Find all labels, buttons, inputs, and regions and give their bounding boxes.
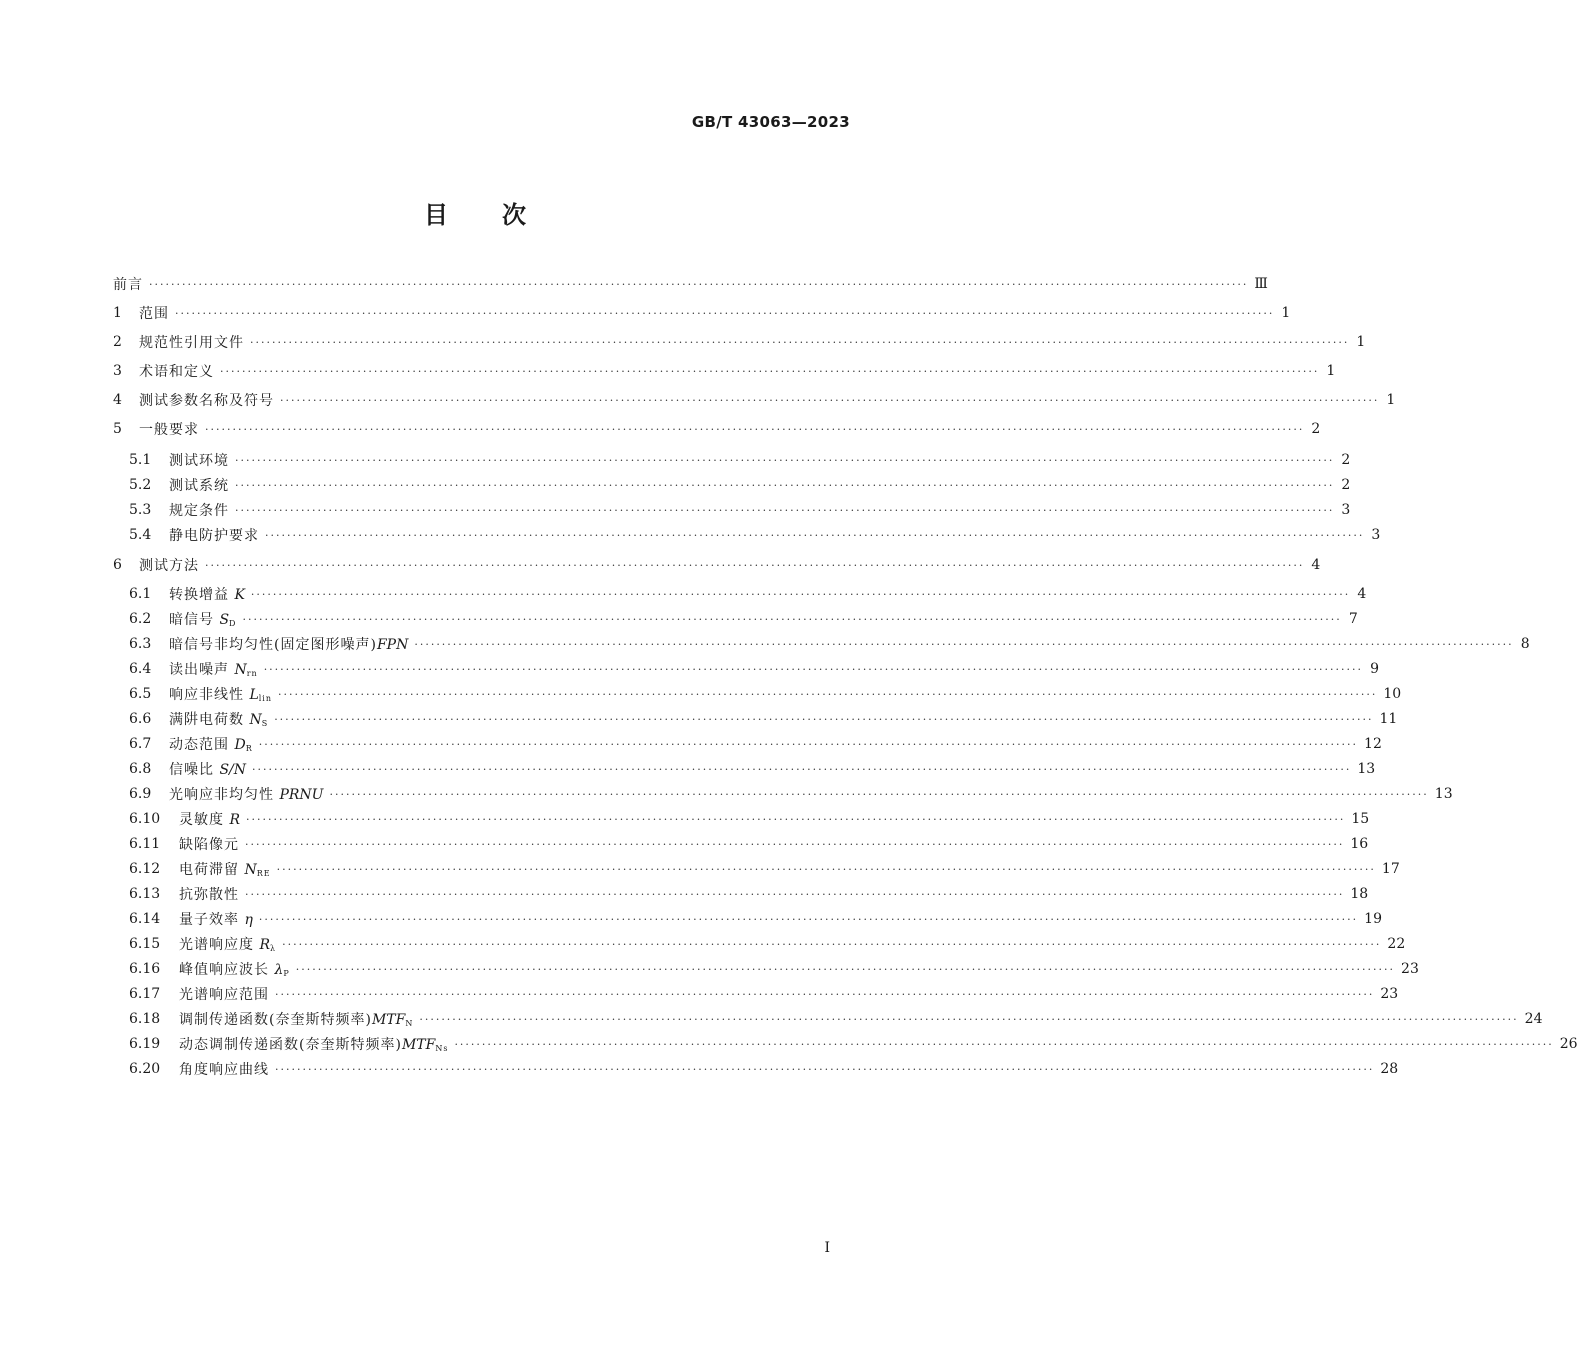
toc-entry-number: 6.18 bbox=[129, 1011, 161, 1027]
toc-entry-subscript: RE bbox=[256, 869, 271, 878]
toc-entry-number: 6.6 bbox=[129, 711, 152, 727]
toc-entry[interactable] bbox=[113, 932, 1406, 956]
toc-entry[interactable] bbox=[113, 907, 1382, 931]
toc-entry-number: 6.20 bbox=[129, 1061, 161, 1077]
toc-entry[interactable] bbox=[113, 553, 1321, 577]
toc-dot-leader: ········································································································································································································ bbox=[278, 687, 1378, 701]
toc-entry-label bbox=[169, 525, 259, 545]
toc-entry-text: 范围 bbox=[139, 306, 169, 322]
toc-entry[interactable] bbox=[113, 607, 1358, 631]
toc-entry-text: 动态调制传递函数(奈奎斯特频率) bbox=[179, 1037, 402, 1053]
toc-dot-leader: ········································································································································································································ bbox=[175, 306, 1275, 320]
toc-entry-number: 6.16 bbox=[129, 961, 161, 977]
toc-entry-label bbox=[169, 634, 408, 654]
toc-entry-number: 6.5 bbox=[129, 686, 152, 702]
toc-entry-label bbox=[179, 959, 290, 979]
toc-entry-text: 峰值响应波长 bbox=[179, 962, 275, 978]
toc-entry-symbol: S/N bbox=[219, 762, 247, 778]
toc-entry[interactable] bbox=[113, 1032, 1578, 1056]
toc-entry-page: 1 bbox=[1386, 392, 1396, 408]
toc-dot-leader: ········································································································································································································ bbox=[250, 587, 1351, 601]
toc-entry-text: 抗弥散性 bbox=[179, 887, 239, 903]
toc-dot-leader: ········································································································································································································ bbox=[245, 837, 1345, 851]
toc-entry-number: 6.13 bbox=[129, 886, 161, 902]
toc-entry-label bbox=[169, 709, 268, 729]
toc-dot-leader: ········································································································································································································ bbox=[149, 277, 1249, 291]
toc-entry-label bbox=[179, 834, 239, 854]
toc-dot-leader: ········································································································································································································ bbox=[280, 393, 1380, 407]
toc-dot-leader: ········································································································································································································ bbox=[275, 1062, 1375, 1076]
toc-entry-text: 满阱电荷数 bbox=[169, 712, 250, 728]
toc-dot-leader: ········································································································································································································ bbox=[275, 987, 1375, 1001]
toc-entry[interactable] bbox=[113, 982, 1399, 1006]
toc-entry-text: 暗信号非均匀性(固定图形噪声) bbox=[169, 637, 377, 653]
toc-entry-page: 4 bbox=[1357, 586, 1367, 602]
toc-dot-leader: ········································································································································································································ bbox=[295, 962, 1396, 976]
toc-entry-number: 6.1 bbox=[129, 586, 152, 602]
toc-entry[interactable] bbox=[113, 359, 1336, 383]
toc-entry-page: 3 bbox=[1341, 502, 1351, 518]
toc-entry[interactable] bbox=[113, 301, 1291, 325]
toc-dot-leader: ········································································································································································································ bbox=[246, 812, 1346, 826]
toc-entry-text: 量子效率 bbox=[179, 912, 245, 928]
toc-dot-leader: ········································································································································································································ bbox=[235, 503, 1335, 517]
toc-entry-page: 26 bbox=[1559, 1036, 1578, 1052]
toc-dot-leader: ········································································································································································································ bbox=[419, 1012, 1519, 1026]
toc-entry-label bbox=[139, 332, 244, 352]
toc-entry-label bbox=[169, 784, 323, 804]
toc-entry-number: 5.4 bbox=[129, 527, 152, 543]
toc-entry[interactable] bbox=[113, 417, 1321, 441]
toc-entry[interactable] bbox=[113, 832, 1369, 856]
toc-entry-page: 10 bbox=[1383, 686, 1402, 702]
toc-entry-label bbox=[169, 759, 246, 779]
toc-entry-label bbox=[169, 609, 236, 629]
toc-entry-page: 4 bbox=[1311, 557, 1321, 573]
toc-entry-label bbox=[179, 909, 253, 929]
toc-entry-label bbox=[169, 684, 272, 704]
toc-entry-page: 19 bbox=[1364, 911, 1382, 927]
toc-entry-page: 1 bbox=[1326, 363, 1336, 379]
toc-entry-subscript: λ bbox=[270, 944, 277, 953]
toc-entry-number: 5.2 bbox=[129, 477, 152, 493]
toc-entry-text: 测试方法 bbox=[139, 558, 199, 574]
toc-entry-page: 28 bbox=[1380, 1061, 1399, 1077]
toc-entry-number: 6.15 bbox=[129, 936, 161, 952]
toc-entry-number: 6.7 bbox=[129, 736, 152, 752]
toc-entry-label bbox=[169, 584, 245, 604]
toc-dot-leader: ········································································································································································································ bbox=[258, 912, 1359, 926]
title-char-2: 次 bbox=[502, 201, 526, 229]
toc-entry[interactable] bbox=[113, 857, 1400, 881]
toc-entry[interactable] bbox=[113, 657, 1380, 681]
toc-entry-text: 术语和定义 bbox=[139, 364, 214, 380]
toc-entry-subscript: P bbox=[283, 969, 290, 978]
toc-dot-leader: ········································································································································································································ bbox=[205, 558, 1305, 572]
toc-entry[interactable] bbox=[113, 807, 1370, 831]
toc-dot-leader: ········································································································································································································ bbox=[282, 937, 1382, 951]
toc-entry-subscript: rn bbox=[246, 669, 258, 678]
toc-entry[interactable] bbox=[113, 582, 1367, 606]
toc-entry[interactable] bbox=[113, 498, 1351, 522]
toc-entry-label bbox=[179, 884, 239, 904]
toc-entry-number: 6.17 bbox=[129, 986, 161, 1002]
toc-entry-text: 信噪比 bbox=[169, 762, 220, 778]
toc-entry-label bbox=[169, 500, 229, 520]
toc-dot-leader: ········································································································································································································ bbox=[250, 335, 1350, 349]
toc-entry-label bbox=[169, 659, 258, 679]
toc-entry-symbol: N bbox=[249, 712, 262, 728]
toc-entry-subscript: R bbox=[245, 744, 253, 753]
toc-entry-symbol: L bbox=[249, 687, 259, 703]
toc-entry-symbol: R bbox=[259, 937, 270, 953]
toc-entry-symbol: N bbox=[244, 862, 257, 878]
toc-entry-page: Ⅲ bbox=[1254, 276, 1268, 292]
toc-entry-label bbox=[139, 555, 199, 575]
toc-entry-label bbox=[139, 361, 214, 381]
toc-entry-text: 规范性引用文件 bbox=[139, 335, 244, 351]
toc-entry-label bbox=[179, 859, 271, 879]
toc-dot-leader: ········································································································································································································ bbox=[242, 612, 1342, 626]
toc-dot-leader: ········································································································································································································ bbox=[220, 364, 1320, 378]
toc-entry-number: 6.2 bbox=[129, 611, 152, 627]
toc-entry[interactable] bbox=[113, 448, 1351, 472]
toc-entry-symbol: MTF bbox=[401, 1037, 436, 1053]
toc-entry-text: 缺陷像元 bbox=[179, 837, 239, 853]
toc-entry[interactable] bbox=[113, 272, 1268, 296]
toc-entry-text: 暗信号 bbox=[169, 612, 220, 628]
toc-entry-label bbox=[169, 450, 229, 470]
toc-entry-number: 6.3 bbox=[129, 636, 152, 652]
toc-dot-leader: ········································································································································································································ bbox=[205, 422, 1305, 436]
toc-entry-subscript: Ns bbox=[435, 1044, 449, 1053]
toc-entry-number: 6.9 bbox=[129, 786, 152, 802]
toc-entry-label bbox=[169, 734, 253, 754]
toc-entry-page: 16 bbox=[1350, 836, 1369, 852]
toc-entry[interactable] bbox=[113, 707, 1398, 731]
toc-entry-subscript: S bbox=[261, 719, 269, 728]
toc-entry-text: 电荷滞留 bbox=[179, 862, 245, 878]
toc-entry-page: 13 bbox=[1434, 786, 1453, 802]
toc-entry[interactable] bbox=[113, 330, 1366, 354]
toc-entry-label bbox=[169, 475, 229, 495]
page-title bbox=[0, 195, 950, 230]
toc-entry[interactable] bbox=[113, 632, 1530, 656]
toc-entry[interactable] bbox=[113, 523, 1381, 547]
toc-dot-leader: ········································································································································································································ bbox=[245, 887, 1345, 901]
toc-entry-page: 22 bbox=[1387, 936, 1406, 952]
toc-entry-label bbox=[179, 1009, 413, 1029]
toc-dot-leader: ········································································································································································································ bbox=[263, 662, 1364, 676]
toc-dot-leader: ········································································································································································································ bbox=[329, 787, 1429, 801]
toc-entry-number: 6 bbox=[113, 557, 122, 573]
toc-entry[interactable] bbox=[113, 682, 1402, 706]
toc-entry-page: 9 bbox=[1370, 661, 1380, 677]
toc-entry-symbol: λ bbox=[274, 962, 284, 978]
toc-entry-page: 23 bbox=[1380, 986, 1399, 1002]
toc-entry-text: 静电防护要求 bbox=[169, 528, 259, 544]
toc-entry-text: 调制传递函数(奈奎斯特频率) bbox=[179, 1012, 372, 1028]
toc-entry[interactable] bbox=[113, 388, 1396, 412]
toc-dot-leader: ········································································································································································································ bbox=[235, 478, 1335, 492]
title-char-1: 目 bbox=[424, 201, 448, 229]
toc-entry-page: 11 bbox=[1379, 711, 1398, 727]
toc-entry-symbol: K bbox=[234, 587, 245, 603]
toc-entry-label bbox=[179, 984, 269, 1004]
toc-entry[interactable] bbox=[113, 1007, 1543, 1031]
footer-page-number: I bbox=[824, 1240, 830, 1256]
toc-entry-subscript: D bbox=[229, 619, 237, 628]
toc-dot-leader: ········································································································································································································ bbox=[274, 712, 1374, 726]
toc-entry[interactable] bbox=[113, 957, 1419, 981]
toc-entry-number: 6.14 bbox=[129, 911, 161, 927]
toc-entry-label bbox=[179, 1059, 269, 1079]
toc-entry-text: 响应非线性 bbox=[169, 687, 250, 703]
toc-entry-symbol: PRNU bbox=[279, 787, 324, 803]
toc-entry-number: 5.1 bbox=[129, 452, 152, 468]
toc-dot-leader: ········································································································································································································ bbox=[414, 637, 1514, 651]
toc-entry-symbol: D bbox=[234, 737, 246, 753]
toc-entry-page: 2 bbox=[1311, 421, 1321, 437]
toc-entry-text: 一般要求 bbox=[139, 422, 199, 438]
toc-entry-label bbox=[139, 390, 274, 410]
toc-dot-leader: ········································································································································································································ bbox=[454, 1037, 1554, 1051]
toc-entry-text: 转换增益 bbox=[169, 587, 235, 603]
standard-number: GB/T 43063—2023 bbox=[691, 113, 850, 131]
toc-entry-symbol: FPN bbox=[376, 637, 409, 653]
toc-entry-page: 24 bbox=[1524, 1011, 1543, 1027]
toc-entry-text: 测试参数名称及符号 bbox=[139, 393, 274, 409]
toc-entry-text: 前言 bbox=[113, 277, 143, 293]
toc-entry-label bbox=[139, 419, 199, 439]
toc-entry-text: 动态范围 bbox=[169, 737, 235, 753]
toc-entry-symbol: MTF bbox=[371, 1012, 406, 1028]
toc-dot-leader: ········································································································································································································ bbox=[276, 862, 1376, 876]
toc-entry-page: 1 bbox=[1356, 334, 1366, 350]
toc-dot-leader: ········································································································································································································ bbox=[265, 528, 1365, 542]
toc-entry-number: 5.3 bbox=[129, 502, 152, 518]
toc-entry-number: 6.19 bbox=[129, 1036, 161, 1052]
toc-entry-label bbox=[179, 1034, 448, 1054]
toc-dot-leader: ········································································································································································································ bbox=[235, 453, 1335, 467]
toc-entry-symbol: N bbox=[234, 662, 247, 678]
toc-entry-text: 读出噪声 bbox=[169, 662, 235, 678]
toc-entry-symbol: η bbox=[244, 912, 253, 928]
toc-entry-label bbox=[179, 934, 276, 954]
toc-entry-page: 2 bbox=[1341, 477, 1351, 493]
toc-entry[interactable] bbox=[113, 882, 1369, 906]
toc-entry-number: 5 bbox=[113, 421, 122, 437]
toc-entry-label bbox=[179, 809, 240, 829]
toc-entry-text: 测试环境 bbox=[169, 453, 229, 469]
toc-dot-leader: ········································································································································································································ bbox=[258, 737, 1359, 751]
toc-entry-text: 测试系统 bbox=[169, 478, 229, 494]
toc-entry-text: 光谱响应度 bbox=[179, 937, 260, 953]
toc-entry-symbol: R bbox=[229, 812, 240, 828]
toc-entry-subscript: lin bbox=[258, 694, 273, 703]
toc-entry-page: 15 bbox=[1351, 811, 1370, 827]
toc-entry-page: 7 bbox=[1348, 611, 1358, 627]
toc-entry-label bbox=[139, 303, 169, 323]
toc-entry[interactable] bbox=[113, 732, 1382, 756]
toc-entry-page: 1 bbox=[1281, 305, 1291, 321]
toc-entry[interactable] bbox=[113, 473, 1351, 497]
toc-entry-number: 6.12 bbox=[129, 861, 161, 877]
toc-dot-leader: ········································································································································································································ bbox=[252, 762, 1352, 776]
toc-entry-number: 4 bbox=[113, 392, 122, 408]
toc-entry-text: 光响应非均匀性 bbox=[169, 787, 280, 803]
toc-entry-page: 17 bbox=[1381, 861, 1400, 877]
toc-entry-number: 6.4 bbox=[129, 661, 152, 677]
toc-entry-page: 12 bbox=[1364, 736, 1382, 752]
toc-entry-text: 灵敏度 bbox=[179, 812, 230, 828]
toc-entry-page: 3 bbox=[1371, 527, 1381, 543]
toc-entry-page: 2 bbox=[1341, 452, 1351, 468]
toc-entry-page: 23 bbox=[1401, 961, 1419, 977]
toc-entry[interactable] bbox=[113, 757, 1376, 781]
toc-entry-subscript: N bbox=[405, 1019, 414, 1028]
toc-entry-number: 6.8 bbox=[129, 761, 152, 777]
toc-entry-text: 光谱响应范围 bbox=[179, 987, 269, 1003]
toc-entry-page: 8 bbox=[1520, 636, 1530, 652]
toc-entry[interactable] bbox=[113, 1057, 1399, 1081]
toc-entry-number: 3 bbox=[113, 363, 122, 379]
toc-entry-label bbox=[113, 274, 143, 294]
toc-entry[interactable] bbox=[113, 782, 1453, 806]
toc-entry-number: 1 bbox=[113, 305, 122, 321]
toc-entry-number: 2 bbox=[113, 334, 122, 350]
toc-entry-page: 13 bbox=[1357, 761, 1376, 777]
toc-entry-symbol: S bbox=[219, 612, 230, 628]
toc-entry-number: 6.11 bbox=[129, 836, 161, 852]
toc-entry-page: 18 bbox=[1350, 886, 1369, 902]
toc-entry-text: 规定条件 bbox=[169, 503, 229, 519]
toc-entry-text: 角度响应曲线 bbox=[179, 1062, 269, 1078]
toc-entry-number: 6.10 bbox=[129, 811, 161, 827]
